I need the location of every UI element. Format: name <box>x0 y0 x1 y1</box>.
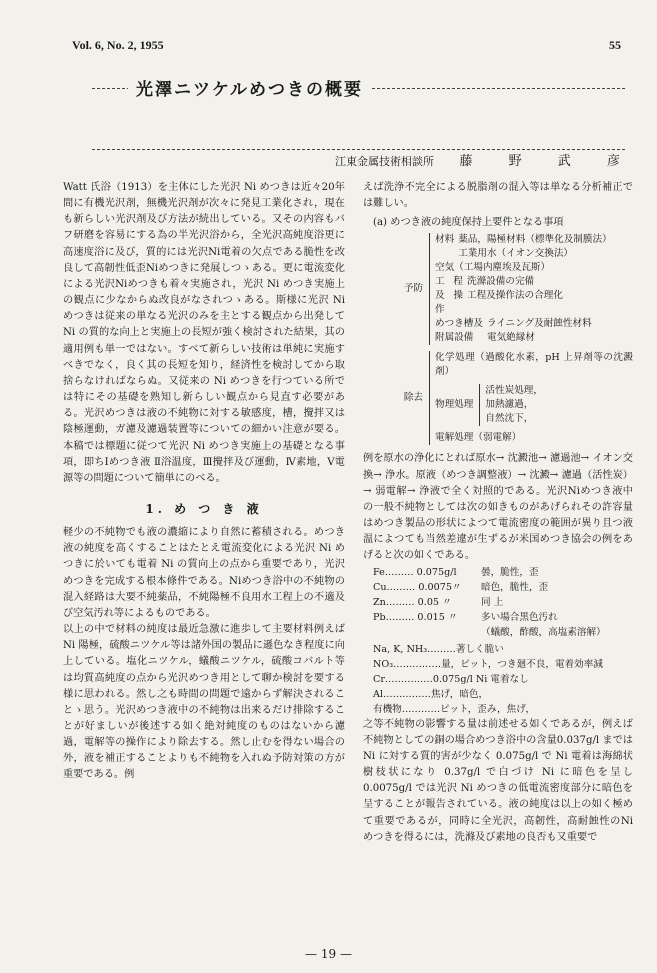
affiliation: 江東金属技術相談所 <box>335 155 434 168</box>
removal-diagram <box>363 351 633 445</box>
prevention-category: 材料 <box>435 234 455 246</box>
page-number: 55 <box>609 38 621 52</box>
impurity-misc: Na, K, NH₃………著しく脆い NO₃……………量，ピット，つき廻不良，電着効率減 Cr……………0.075g/l Ni 電着なし Al……………焦げ，暗色， 有機物…………ピット，歪み，焦げ， <box>373 643 603 715</box>
body-paragraph: えば洗浄不完全による脱脂剤の混入等は単なる分析補正では難しい。 <box>363 182 633 210</box>
impurity-limit: Pb……… 0.015 〃 <box>373 611 458 623</box>
impurity-row <box>373 595 633 610</box>
prevention-bracket <box>429 233 633 345</box>
prevention-detail: 洗滌設備の完備 工程及操作法の合理化 <box>467 276 563 302</box>
intro-paragraph: Watt 氏浴（1913）を主体にした光沢 Ni めつきは近々20年間に有機光沢剤，無機光沢剤が次々に発見工業化され，現在も新らしい光沢剤及び方法が続出している。又その内容もバフ研磨を容易にする為の半光沢浴から，全光沢高純度浴更に高速度浴に及び，質的には光沢Ni電着の欠点である脆性を改良して高韌性低歪Niめつきに発展しつゝある。更に電流変化による光沢Niめつきも着々実施され，光沢 Ni めつき実施上の観点に少なからぬ改良がなされつゝある。斯様に光沢 Ni めつきは従来の単なる光沢のみを主とする観点から出発して Ni の質的な向上と実施上の長短が強く検討された結果，其の適用例も単一ではない。すべて新らしい技術は単純に実施すべきでなく，良く其の長短を知り，経済性を検討してから取捨らなければならぬ。又従来の Ni めつきを行つている所では特にその基礎を熟知し新らしい観点から見直す必要がある。光沢めつきは液の不純物に対する敏感度，槽，攪拌又は陰極運動，ガ濾及濾過装置等についての細かい注意が要る。本稿では標題に従つて光沢 Ni めつき実施上の基礎となる事項，即ちⅠめつき液 Ⅱ浴温度，Ⅲ攪拌及び運動，Ⅳ素地，Ⅴ電源等の問題について簡単にのべる。 <box>63 182 345 484</box>
body-paragraph: 以上の中で材料の純度は最近急激に進歩して主要材料例えば Ni 陽極，硫酸ニツケル等は諸外国の製品に遜色なき程度に向上している。塩化ニツケル，蟻酸ニツケル，硫酸コバルト等は均質高純度の点から光沢めつき用として聊か検討を要する様に思われる。然し之も時間の問題で遠からず解決されることゝ思う。光沢めつき液中の不純物は出来るだけ排除することが好ましいが後述する如く絶対純度のものはないから濾過，電解等の操作により除去する。然し止むを得ない場合の外，液を補正することよりも不純物を入れぬ予防対策の方が重要である。例 <box>63 624 345 781</box>
impurity-row <box>373 565 633 580</box>
body-paragraph: 軽少の不純物でも液の濃縮により自然に蓄積される。めつき液の純度を高くすることはたとえ電流変化による光沢 Ni めつきに於いても電着 Ni の質向上の点から重要であり，光沢めつきを完成する根本條件である。Niめつき浴中の不純物の混入経路は大要不純薬品，不純陽極不良用水工程上の不適及び空気汚れ等によるものである。 <box>63 527 345 619</box>
removal-subitems: 活性炭処理， 加熱濾過， 自然沈下， <box>479 384 543 426</box>
article-title: 光澤ニツケルめつきの概要 <box>128 75 371 100</box>
page-footer: — 19 — <box>305 947 352 961</box>
impurity-effect: 多い場合黒色汚れ （蟻酸，酢酸，高塩素溶解） <box>481 611 606 638</box>
section-heading: 1. め つ き 液 <box>145 501 263 516</box>
impurity-limit: Zn……… 0.05 〃 <box>373 596 452 608</box>
impurity-effect: 同 上 <box>481 596 504 608</box>
impurity-limit: Fe……… 0.075g/l <box>373 566 457 578</box>
prevention-detail: 薬品，陽極材料（標準化及制膜法） 工業用水（イオン交換法） <box>458 234 612 260</box>
prevention-detail: 空気（工場内塵埃及瓦斯） <box>435 262 551 274</box>
author-name: 藤 野 武 彦 <box>459 154 636 169</box>
prevention-diagram <box>363 233 633 345</box>
left-column <box>63 180 345 784</box>
volume-info: Vol. 6, No. 2, 1955 <box>72 38 164 52</box>
removal-bracket <box>429 351 633 445</box>
body-paragraph: 例を原水の浄化にとれば原水→ 沈澱池→ 濾過池→ イオン交換→ 浄水。原液（めつき調整液）→ 沈澱→ 濾過（活性炭）→ 弱電解→ 浄液で全く対照的である。光沢Niめつき液中の一般不純物としては次の如きものがあげられその許容量はめつき製品の形状によつて電流密度の範囲が異り且つ液温によつても当然差違が生ずるが米国めつき協会の例をあげると次の如くである。 <box>363 453 633 562</box>
prevention-category: 工程及操作 <box>435 276 463 316</box>
impurity-effect: 暗色，脆性，歪 <box>481 581 549 593</box>
running-header <box>72 38 621 53</box>
prevention-category: めつき槽及附属設備 <box>435 318 483 344</box>
removal-item: 電解処理（弱電解） <box>435 432 522 444</box>
prevention-detail: ライニング及耐蝕性材料 電気絶縁材 <box>487 318 592 344</box>
impurity-limit: Cu……… 0.0075〃 <box>373 581 462 593</box>
impurity-table <box>373 565 633 717</box>
right-column <box>363 180 633 846</box>
removal-item: 化学処理（過酸化水素，pH 上昇剤等の沈澱剤） <box>435 352 633 378</box>
byline <box>335 150 636 169</box>
removal-item: 物理処理 <box>435 399 474 411</box>
impurity-row <box>373 610 633 640</box>
subsection-heading: (a) めつき液の純度保持上要件となる事項 <box>373 217 564 229</box>
removal-label: 除去 <box>403 392 423 404</box>
impurity-effect: 曇，脆性，歪 <box>481 566 539 578</box>
body-paragraph: 之等不純物の影響する量は前述せる如くであるが，例えば不純物としての銅の場合めつき浴中の含量0.037g/l までは Ni に対する質的害が少なく 0.075g/l で Ni 電着は海綿状樹枝状になり 0.37g/l で白づけ Ni に暗色を呈し0.0075g/l では光沢 Ni めつきの低電流密度部分に暗色を呈することが報告されている。液の純度は以上の如く極めて重要であるが，同時に全光沢，高韌性，高耐蝕性のNi めつきを得るには，洗滌及び素地の良否も又重要で <box>363 718 633 843</box>
impurity-row <box>373 580 633 595</box>
prevention-label: 予防 <box>403 283 423 295</box>
